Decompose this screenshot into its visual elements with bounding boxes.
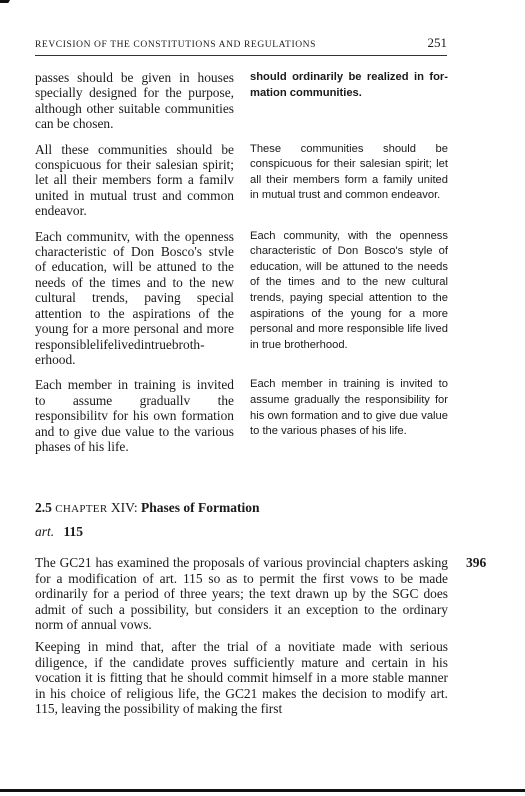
- article-label: art.: [35, 524, 55, 539]
- page-number: 251: [427, 35, 447, 50]
- bottom-rule: [0, 789, 525, 792]
- running-title: REVCISION OF THE CONSTITUTIONS AND REGULATIONS: [35, 40, 317, 50]
- body-paragraph: The GC21 has examined the proposals of various provincial chapters asking for a modification of art. 115 so as to permit the first vows to be made ordinarily for a period of three years; the text drawn up by the SGC does admit of such a possibility, but considers it an exception to the ordinary norm of annual vows.: [35, 555, 448, 633]
- article-reference: [35, 524, 83, 540]
- body-paragraph: Keeping in mind that, after the trial of a novitiate made with serious diligence, if the candidate proves sufficiently mature and certain in his vocation it is fitting that he should commit himself in a more stable manner in his choice of religious life, the GC21 makes the decision to modify art. 115, leaving the possibility of making the first: [35, 638, 448, 717]
- section-title: Phases of Formation: [140, 500, 260, 515]
- old-text-paragraph: Each communitv, with the openness characteristic of Don Bosco's stvle of education, will be attuned to the needs of the times and to the new cultural trends, paving special attention to the aspirations of the young for a more personal and more responsiblelifelivedintruebrotherhood.: [35, 228, 234, 367]
- new-text-emphasis: should ordinarily be realized in formation communities.: [250, 71, 448, 99]
- new-text-paragraph: Each member in training is invited to assume gradually the responsibility for his own formation and to give due value to the various phases of his life.: [250, 378, 448, 438]
- new-text-paragraph: [250, 70, 448, 132]
- margin-paragraph-number: 396: [466, 555, 487, 570]
- column-pair: [35, 229, 448, 368]
- section-number: 2.5: [35, 500, 52, 515]
- body-text: [35, 555, 448, 723]
- new-text-paragraph: These communities should be conspicuous for their salesian spirit; let all their members form a family united in mutual trust and common endeavor.: [250, 142, 448, 202]
- chapter-roman: XIV:: [110, 500, 138, 515]
- new-text-paragraph: Each community, with the openness characteristic of Don Bosco's style of education, will be attuned to the needs of the times and to the new cultural trends, paying special attention to the aspirations of the young for a more personal and more responsible life lived in true brotherhood.: [250, 229, 448, 351]
- column-pair: [35, 142, 448, 219]
- old-text-paragraph: passes should be given in houses specially designed for the purpose, although other suitable communities can be chosen.: [35, 70, 234, 132]
- parallel-columns: [35, 70, 448, 464]
- old-text-paragraph: Each member in training is invited to assume graduallv the responsibilitv for his own formation and to give due value to the various phases of his life.: [35, 377, 234, 454]
- running-head: [35, 35, 447, 56]
- corner-mark: [0, 0, 10, 3]
- old-text-paragraph: All these communities should be conspicuous for their salesian spirit; let all their members form a familv united in mutual trust and common endeavor.: [35, 141, 234, 219]
- chapter-label: CHAPTER: [55, 503, 108, 515]
- column-pair: [35, 70, 448, 132]
- section-heading: [35, 500, 259, 516]
- column-pair: [35, 377, 448, 454]
- article-number: 115: [63, 524, 84, 539]
